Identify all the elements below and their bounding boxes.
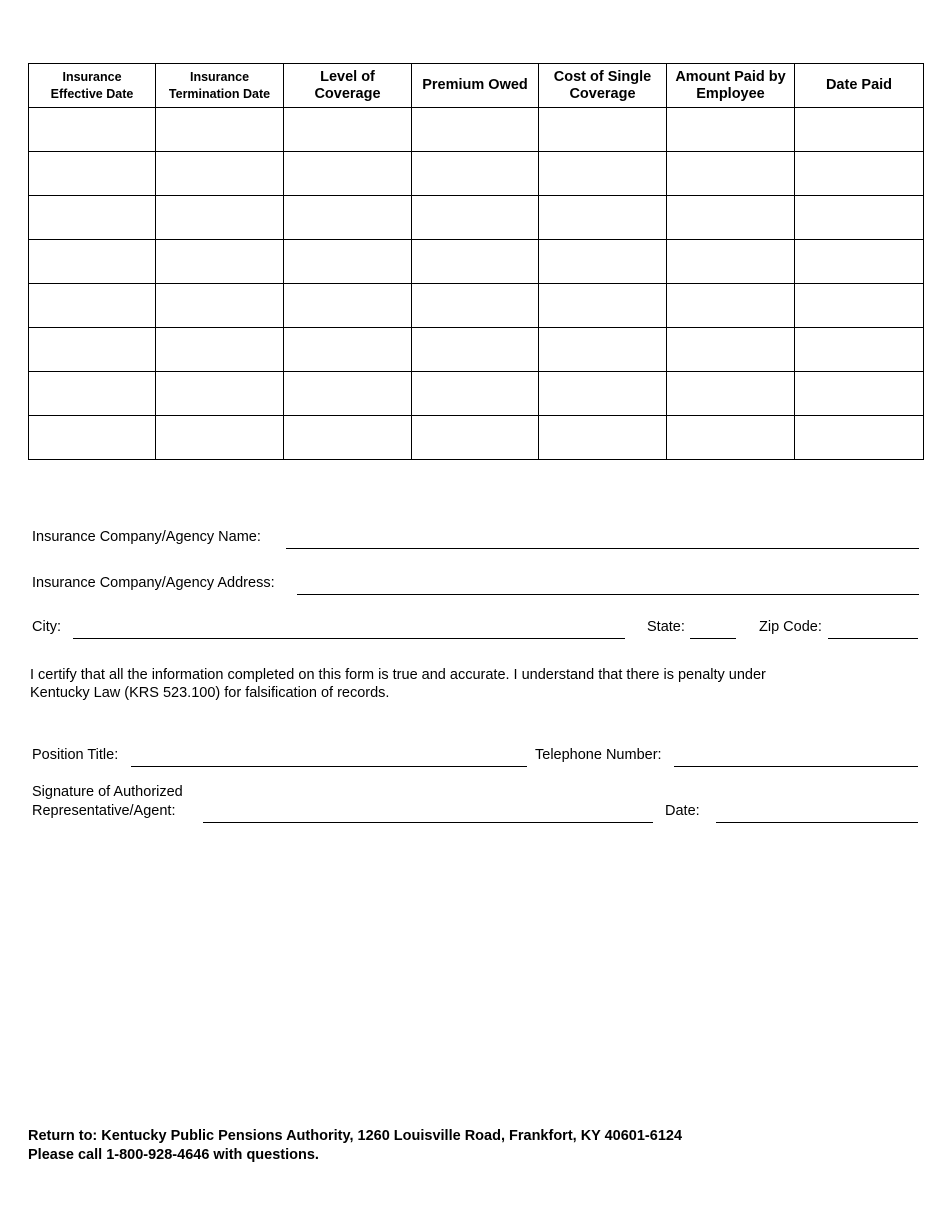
table-cell[interactable] [795, 284, 924, 328]
zip-code-line [828, 638, 918, 639]
table-cell[interactable] [412, 108, 539, 152]
table-row [29, 284, 924, 328]
table-cell[interactable] [795, 240, 924, 284]
signature-label-line1: Signature of Authorized [32, 784, 183, 800]
telephone-number-input[interactable] [674, 746, 917, 766]
table-cell[interactable] [795, 372, 924, 416]
company-address-line [297, 594, 919, 595]
position-title-label: Position Title: [32, 747, 119, 763]
city-line [73, 638, 625, 639]
table-cell[interactable] [284, 328, 412, 372]
table-cell[interactable] [284, 284, 412, 328]
table-cell[interactable] [284, 196, 412, 240]
date-label: Date: [665, 803, 700, 819]
table-cell[interactable] [667, 152, 795, 196]
table-cell[interactable] [539, 416, 667, 460]
company-name-line [286, 548, 919, 549]
header-amount-paid-by-employee: Amount Paid by Employee [667, 64, 795, 108]
table-cell[interactable] [29, 152, 156, 196]
table-row [29, 108, 924, 152]
company-address-label: Insurance Company/Agency Address: [32, 575, 275, 591]
table-cell[interactable] [156, 108, 284, 152]
table-cell[interactable] [156, 328, 284, 372]
table-cell[interactable] [667, 416, 795, 460]
return-address: Return to: Kentucky Public Pensions Authority, 1260 Louisville Road, Frankfort, KY 40601-6124 [28, 1128, 683, 1144]
table-body [29, 108, 924, 460]
header-insurance-effective-date: Insurance Effective Date [29, 64, 156, 108]
header-insurance-termination-date: Insurance Termination Date [156, 64, 284, 108]
telephone-number-label: Telephone Number: [535, 747, 662, 763]
table-cell[interactable] [539, 108, 667, 152]
table-cell[interactable] [412, 328, 539, 372]
table-cell[interactable] [29, 108, 156, 152]
table-cell[interactable] [795, 152, 924, 196]
table-cell[interactable] [412, 416, 539, 460]
position-title-input[interactable] [131, 746, 526, 766]
table-cell[interactable] [284, 108, 412, 152]
state-line [690, 638, 736, 639]
table-row [29, 372, 924, 416]
table-row [29, 240, 924, 284]
table-row [29, 196, 924, 240]
table-cell[interactable] [412, 372, 539, 416]
table-cell[interactable] [156, 152, 284, 196]
date-input[interactable] [716, 802, 917, 822]
table-cell[interactable] [667, 372, 795, 416]
city-label: City: [32, 619, 61, 635]
table-cell[interactable] [667, 196, 795, 240]
company-name-label: Insurance Company/Agency Name: [32, 529, 261, 545]
table-cell[interactable] [412, 284, 539, 328]
table-cell[interactable] [539, 240, 667, 284]
table-header-row [29, 64, 924, 108]
telephone-number-line [674, 766, 918, 767]
city-input[interactable] [73, 618, 624, 638]
table-row [29, 416, 924, 460]
table-cell[interactable] [667, 328, 795, 372]
contact-phone: Please call 1-800-928-4646 with questions. [28, 1147, 319, 1163]
table-cell[interactable] [795, 108, 924, 152]
company-name-input[interactable] [286, 528, 918, 548]
table-cell[interactable] [156, 196, 284, 240]
signature-label-line2: Representative/Agent: [32, 803, 176, 819]
table-row [29, 152, 924, 196]
company-address-input[interactable] [297, 574, 918, 594]
table-cell[interactable] [29, 416, 156, 460]
certification-statement: I certify that all the information completed on this form is true and accurate. I understand that there is penalty under Kentucky Law (KRS 523.100) for falsification of records. [30, 667, 766, 701]
table-cell[interactable] [156, 284, 284, 328]
table-cell[interactable] [539, 372, 667, 416]
zip-code-label: Zip Code: [759, 619, 822, 635]
table-cell[interactable] [539, 328, 667, 372]
position-title-line [131, 766, 527, 767]
signature-input[interactable] [203, 802, 652, 822]
table-cell[interactable] [156, 416, 284, 460]
footer [28, 1127, 682, 1165]
zip-code-input[interactable] [828, 618, 917, 638]
table-cell[interactable] [412, 240, 539, 284]
table-cell[interactable] [29, 284, 156, 328]
header-cost-of-single-coverage: Cost of Single Coverage [539, 64, 667, 108]
table-cell[interactable] [284, 416, 412, 460]
table-cell[interactable] [412, 196, 539, 240]
table-cell[interactable] [412, 152, 539, 196]
table-cell[interactable] [539, 284, 667, 328]
table-cell[interactable] [284, 240, 412, 284]
table-cell[interactable] [284, 372, 412, 416]
state-input[interactable] [690, 618, 735, 638]
table-cell[interactable] [667, 284, 795, 328]
table-cell[interactable] [29, 328, 156, 372]
header-date-paid: Date Paid [795, 64, 924, 108]
table-cell[interactable] [539, 196, 667, 240]
table-cell[interactable] [29, 372, 156, 416]
table-cell[interactable] [795, 328, 924, 372]
state-label: State: [647, 619, 685, 635]
table-cell[interactable] [539, 152, 667, 196]
table-cell[interactable] [156, 372, 284, 416]
table-cell[interactable] [667, 108, 795, 152]
table-cell[interactable] [29, 240, 156, 284]
table-row [29, 328, 924, 372]
date-line [716, 822, 918, 823]
table-cell[interactable] [156, 240, 284, 284]
table-cell[interactable] [667, 240, 795, 284]
premium-payment-table [28, 63, 924, 460]
signature-line [203, 822, 653, 823]
table-cell[interactable] [284, 152, 412, 196]
table-cell[interactable] [795, 196, 924, 240]
table-cell[interactable] [795, 416, 924, 460]
header-level-of-coverage: Level of Coverage [284, 64, 412, 108]
header-premium-owed: Premium Owed [412, 64, 539, 108]
table-cell[interactable] [29, 196, 156, 240]
